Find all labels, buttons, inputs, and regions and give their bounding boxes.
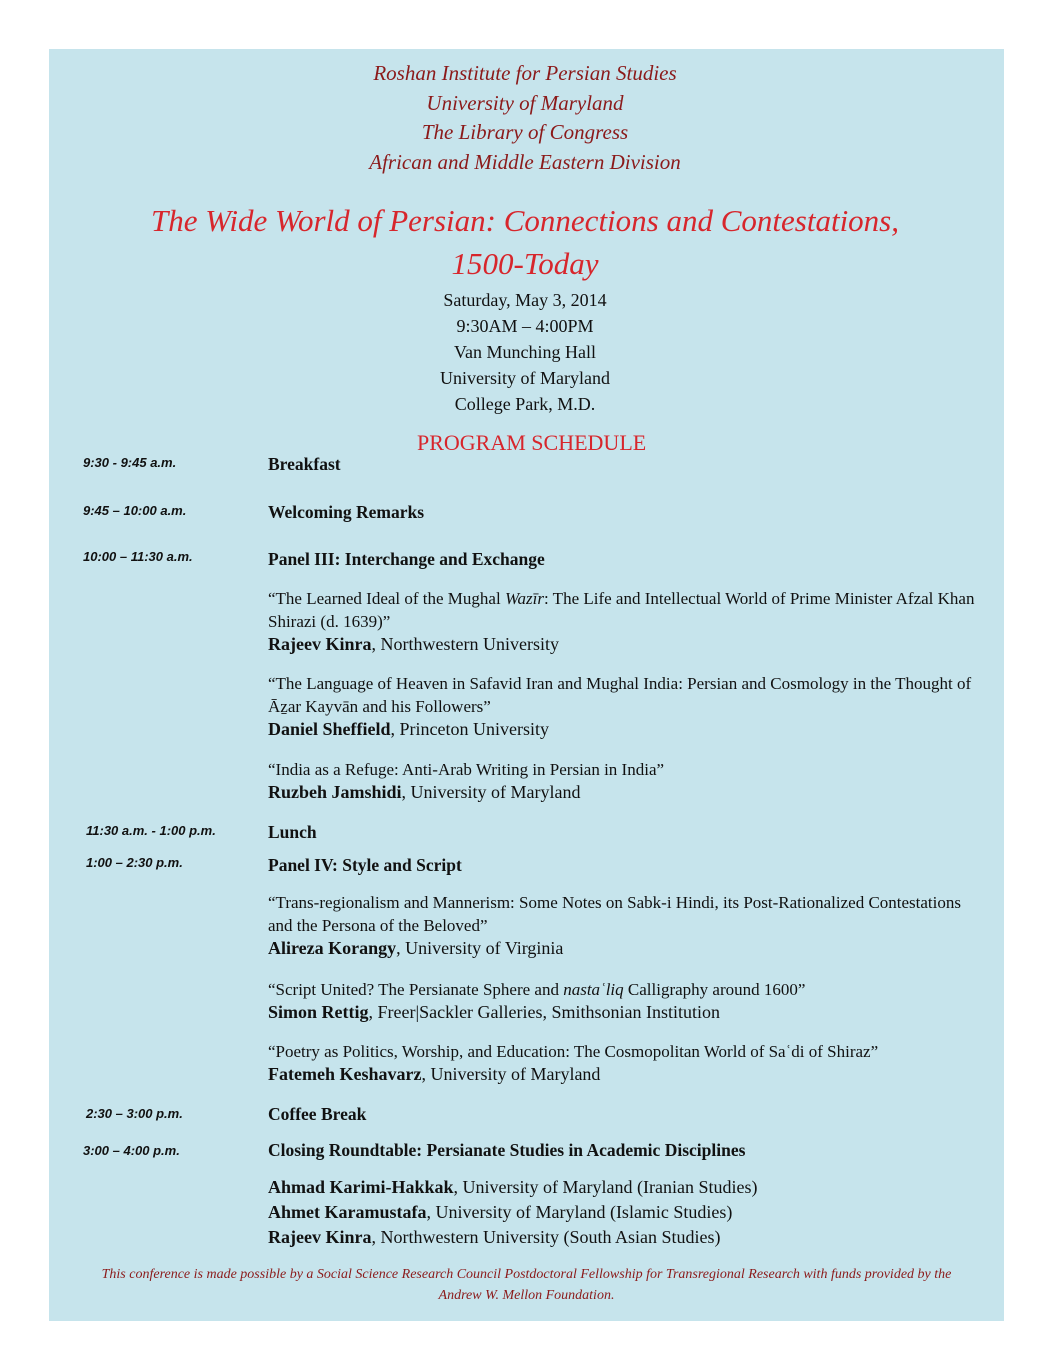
event-details: [0, 287, 1050, 417]
speaker: Fatemeh Keshavarz, University of Maryland: [268, 1064, 601, 1084]
speaker: Simon Rettig, Freer|Sackler Galleries, Smithsonian Institution: [268, 1002, 721, 1022]
time-coffee: 2:30 – 3:00 p.m.: [86, 1106, 183, 1121]
speaker: Ahmet Karamustafa, University of Maryland (Islamic Studies): [268, 1202, 733, 1222]
session-lunch: Lunch: [268, 822, 317, 842]
org-line: African and Middle Eastern Division: [369, 149, 681, 174]
event-date: Saturday, May 3, 2014: [443, 290, 607, 310]
conference-title: The Wide World of Persian: Connections and Contestations, 1500-Today: [150, 203, 899, 281]
speaker: Daniel Sheffield, Princeton University: [268, 719, 549, 739]
talk-title: “Trans-regionalism and Mannerism: Some Notes on Sabk-i Hindi, its Post-Rationalized Contestations and the Persona of the Beloved”: [268, 893, 961, 935]
talk-title: “Poetry as Politics, Worship, and Education: The Cosmopolitan World of Saʿdi of Shiraz”: [268, 1042, 879, 1061]
speaker: Ruzbeh Jamshidi, University of Maryland: [268, 782, 581, 802]
time-panel4: 1:00 – 2:30 p.m.: [86, 855, 183, 870]
event-venue: Van Munching Hall: [454, 342, 596, 362]
program-heading: PROGRAM SCHEDULE: [417, 430, 647, 455]
session-roundtable: Closing Roundtable: Persianate Studies in Academic Disciplines: [268, 1140, 746, 1160]
speaker: Rajeev Kinra, Northwestern University: [268, 634, 559, 654]
talk-title: “Script United? The Persianate Sphere and nastaʿliq Calligraphy around 1600”: [268, 980, 806, 999]
funding-note: This conference is made possible by a Social Science Research Council Postdoctoral Fellowship for Transregional Research with funds provided by the Andrew W. Mellon Foundation.: [101, 1267, 952, 1303]
org-line: University of Maryland: [426, 90, 624, 115]
time-breakfast: 9:30 - 9:45 a.m.: [83, 455, 177, 470]
session-coffee: Coffee Break: [268, 1104, 367, 1124]
time-welcome: 9:45 – 10:00 a.m.: [83, 503, 187, 518]
event-hours: 9:30AM – 4:00PM: [456, 316, 594, 336]
speaker: Ahmad Karimi-Hakkak, University of Maryland (Iranian Studies): [268, 1177, 758, 1197]
time-roundtable: 3:00 – 4:00 p.m.: [83, 1143, 180, 1158]
event-city: College Park, M.D.: [454, 394, 596, 414]
time-panel3: 10:00 – 11:30 a.m.: [83, 549, 193, 564]
session-panel3: Panel III: Interchange and Exchange: [268, 549, 545, 569]
talk-title: “India as a Refuge: Anti-Arab Writing in Persian in India”: [268, 760, 665, 779]
talk-title: “The Language of Heaven in Safavid Iran and Mughal India: Persian and Cosmology in the Thought of Āẕar Kayvān and his Followers”: [268, 674, 972, 716]
time-lunch: 11:30 a.m. - 1:00 p.m.: [86, 823, 216, 838]
org-line: The Library of Congress: [421, 120, 629, 144]
speaker: Alireza Korangy, University of Virginia: [268, 938, 564, 958]
org-header: [0, 59, 1050, 177]
session-welcome: Welcoming Remarks: [268, 502, 425, 522]
session-panel4: Panel IV: Style and Script: [268, 855, 462, 875]
session-breakfast: Breakfast: [268, 454, 341, 474]
speaker: Rajeev Kinra, Northwestern University (South Asian Studies): [268, 1227, 721, 1247]
event-university: University of Maryland: [440, 368, 610, 388]
org-line: Roshan Institute for Persian Studies: [373, 61, 677, 85]
talk-title: “The Learned Ideal of the Mughal Wazīr: The Life and Intellectual World of Prime Minister Afzal Khan Shirazi (d. 1639)”: [268, 589, 975, 631]
